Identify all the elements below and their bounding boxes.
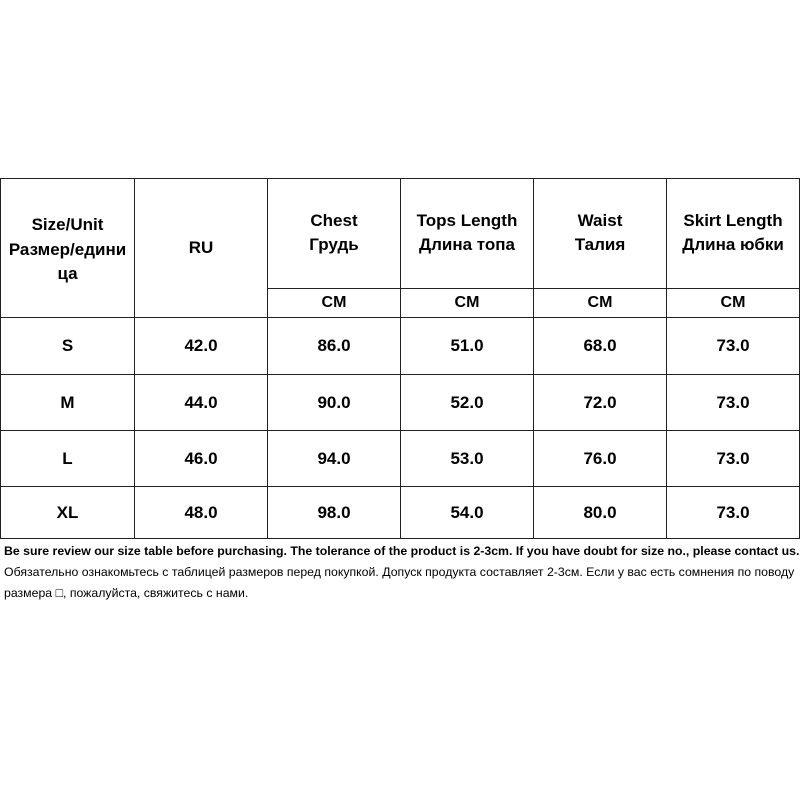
table-row (1, 375, 800, 431)
header-chest: Chest Грудь (268, 179, 401, 289)
table-row (1, 318, 800, 375)
cell-size: XL (1, 487, 135, 539)
note-english: Be sure review our size table before purchasing. The tolerance of the product is 2-3cm. If you have doubt for size no., please contact us. (4, 544, 800, 558)
cell-ru: 42.0 (135, 318, 268, 375)
header-ru: RU (135, 179, 268, 318)
cell-skirt-length: 73.0 (667, 487, 800, 539)
size-notes (4, 541, 800, 604)
header-waist: Waist Талия (534, 179, 667, 289)
cell-chest: 86.0 (268, 318, 401, 375)
cell-tops-length: 54.0 (401, 487, 534, 539)
table-row (1, 487, 800, 539)
header-size-unit: Size/Unit Размер/едини ца (1, 179, 135, 318)
unit-chest: CM (268, 289, 401, 318)
unit-skirt-length: CM (667, 289, 800, 318)
unit-waist: CM (534, 289, 667, 318)
cell-ru: 48.0 (135, 487, 268, 539)
cell-tops-length: 51.0 (401, 318, 534, 375)
unit-tops-length: CM (401, 289, 534, 318)
cell-size: S (1, 318, 135, 375)
cell-size: L (1, 431, 135, 487)
header-skirt-length: Skirt Length Длина юбки (667, 179, 800, 289)
note-russian-line-2: размера □, пожалуйста, свяжитесь с нами. (4, 586, 249, 600)
cell-waist: 72.0 (534, 375, 667, 431)
cell-chest: 98.0 (268, 487, 401, 539)
cell-waist: 76.0 (534, 431, 667, 487)
cell-tops-length: 53.0 (401, 431, 534, 487)
cell-skirt-length: 73.0 (667, 431, 800, 487)
cell-size: M (1, 375, 135, 431)
cell-chest: 90.0 (268, 375, 401, 431)
note-russian-line-1: Обязательно ознакомьтесь с таблицей размеров перед покупкой. Допуск продукта составляет 2-3см. Если у вас есть сомнения по поводу (4, 565, 795, 579)
table-row (1, 431, 800, 487)
cell-skirt-length: 73.0 (667, 318, 800, 375)
cell-skirt-length: 73.0 (667, 375, 800, 431)
cell-waist: 80.0 (534, 487, 667, 539)
size-chart-table (0, 178, 800, 539)
cell-waist: 68.0 (534, 318, 667, 375)
cell-tops-length: 52.0 (401, 375, 534, 431)
table-header-row (1, 179, 800, 289)
header-tops-length: Tops Length Длина топа (401, 179, 534, 289)
cell-chest: 94.0 (268, 431, 401, 487)
cell-ru: 46.0 (135, 431, 268, 487)
cell-ru: 44.0 (135, 375, 268, 431)
